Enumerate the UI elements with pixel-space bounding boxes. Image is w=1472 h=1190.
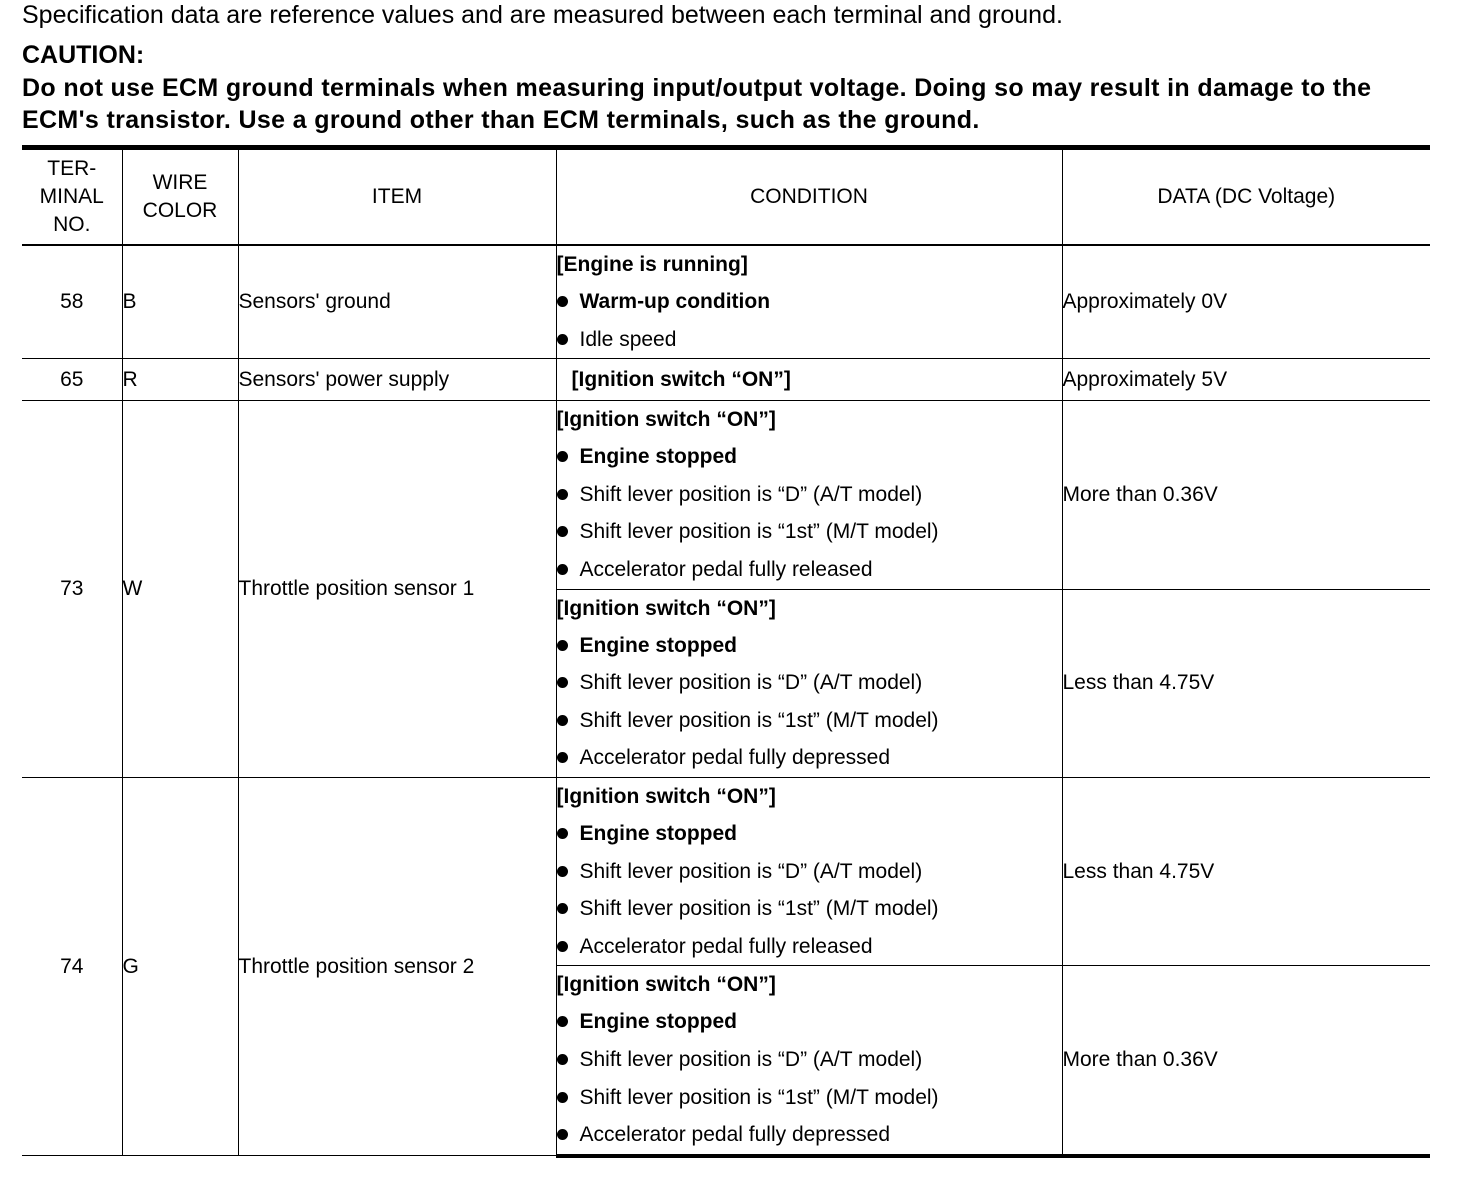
condition-text: Shift lever position is “1st” (M/T model) [579,520,939,544]
condition-cell [556,966,1062,1156]
condition-text: Engine stopped [579,1010,737,1034]
data-value: Less than 4.75V [1062,589,1430,777]
condition-item [557,664,1062,702]
condition-text: Idle speed [579,327,677,351]
header-wire-line1: WIRE [152,171,208,194]
bullet-icon [557,526,568,537]
intro-text: Specification data are reference values and are measured between each terminal and ground. [22,1,1063,29]
item-name: Sensors' power supply [238,359,556,401]
caution-title: CAUTION: [22,41,145,69]
condition-item [557,627,1062,665]
terminal-no: 65 [22,359,122,401]
condition-cell [556,401,1062,589]
condition-text: Warm-up condition [579,290,771,313]
data-value: Less than 4.75V [1062,777,1430,965]
header-terminal-line2: MINAL [39,185,104,208]
condition-header: [Engine is running] [556,253,748,276]
item-name: Throttle position sensor 1 [238,401,556,778]
condition-cell [556,245,1062,359]
condition-item [557,283,1062,321]
condition-item [557,438,1062,476]
condition-text: Engine stopped [579,633,737,657]
condition-text: Shift lever position is “D” (A/T model) [579,671,923,695]
wire-color: W [122,401,238,778]
condition-text: Engine stopped [579,445,737,469]
data-value: Approximately 0V [1062,245,1430,359]
condition-item [557,551,1062,589]
condition-header: [Ignition switch “ON”] [556,596,776,620]
condition-header: [Ignition switch “ON”] [556,784,776,808]
condition-item [557,513,1062,551]
bullet-icon [557,752,568,763]
condition-item [557,739,1062,777]
condition-item [557,1079,1062,1117]
bullet-icon [557,564,568,575]
bullet-icon [557,489,568,500]
condition-item [557,890,1062,928]
header-terminal-no [22,148,122,246]
condition-text: Accelerator pedal fully released [579,557,873,581]
condition-item [557,853,1062,891]
table-header-row [22,148,1430,246]
bullet-icon [557,1054,568,1065]
table-row [22,359,1430,401]
condition-text: Accelerator pedal fully released [579,934,873,958]
bullet-icon [557,828,568,839]
condition-header: [Ignition switch “ON”] [556,408,776,432]
data-value: More than 0.36V [1062,966,1430,1156]
ecm-terminal-table [22,145,1430,1158]
header-data: DATA (DC Voltage) [1062,148,1430,246]
bullet-icon [557,1092,568,1103]
item-name: Sensors' ground [238,245,556,359]
bullet-icon [557,1016,568,1027]
data-value: Approximately 5V [1062,359,1430,401]
bullet-icon [557,451,568,462]
bullet-icon [557,903,568,914]
condition-header: [Ignition switch “ON”] [556,359,1062,401]
header-condition: CONDITION [556,148,1062,246]
condition-header: [Ignition switch “ON”] [556,973,776,997]
bullet-icon [557,677,568,688]
condition-text: Accelerator pedal fully depressed [579,1123,891,1147]
data-value: More than 0.36V [1062,401,1430,589]
condition-item [557,702,1062,740]
condition-cell [556,777,1062,965]
condition-text: Engine stopped [579,821,737,845]
condition-item [557,815,1062,853]
header-terminal-line1: TER- [47,157,97,180]
table-row [22,245,1430,359]
bullet-icon [557,866,568,877]
bullet-icon [557,640,568,651]
condition-item [557,1003,1062,1041]
condition-text: Shift lever position is “1st” (M/T model) [579,1085,939,1109]
table-row [22,401,1430,589]
bullet-icon [557,296,568,307]
condition-text: Shift lever position is “D” (A/T model) [579,482,923,506]
header-terminal-line3: NO. [53,213,91,236]
condition-text: Shift lever position is “D” (A/T model) [579,859,923,883]
condition-text: Shift lever position is “D” (A/T model) [579,1047,923,1071]
bullet-icon [557,715,568,726]
header-item: ITEM [238,148,556,246]
item-name: Throttle position sensor 2 [238,777,556,1155]
bullet-icon [557,334,568,345]
condition-text: Shift lever position is “1st” (M/T model) [579,897,939,921]
terminal-no: 74 [22,777,122,1155]
table-row [22,777,1430,965]
header-wire-line2: COLOR [142,199,218,222]
condition-item [557,321,1062,359]
bullet-icon [557,941,568,952]
bullet-icon [557,1129,568,1140]
condition-cell [556,589,1062,777]
condition-item [557,1116,1062,1154]
wire-color: G [122,777,238,1155]
condition-item [557,1041,1062,1079]
terminal-no: 73 [22,401,122,778]
caution-text: Do not use ECM ground terminals when measuring input/output voltage. Doing so may result in damage to the ECM's transistor. Use a ground other than ECM terminals, such as the ground. [22,74,1372,134]
condition-text: Accelerator pedal fully depressed [579,746,891,770]
condition-item [557,476,1062,514]
wire-color: B [122,245,238,359]
header-wire-color [122,148,238,246]
condition-item [557,928,1062,966]
terminal-no: 58 [22,245,122,359]
condition-text: Shift lever position is “1st” (M/T model) [579,708,939,732]
wire-color: R [122,359,238,401]
